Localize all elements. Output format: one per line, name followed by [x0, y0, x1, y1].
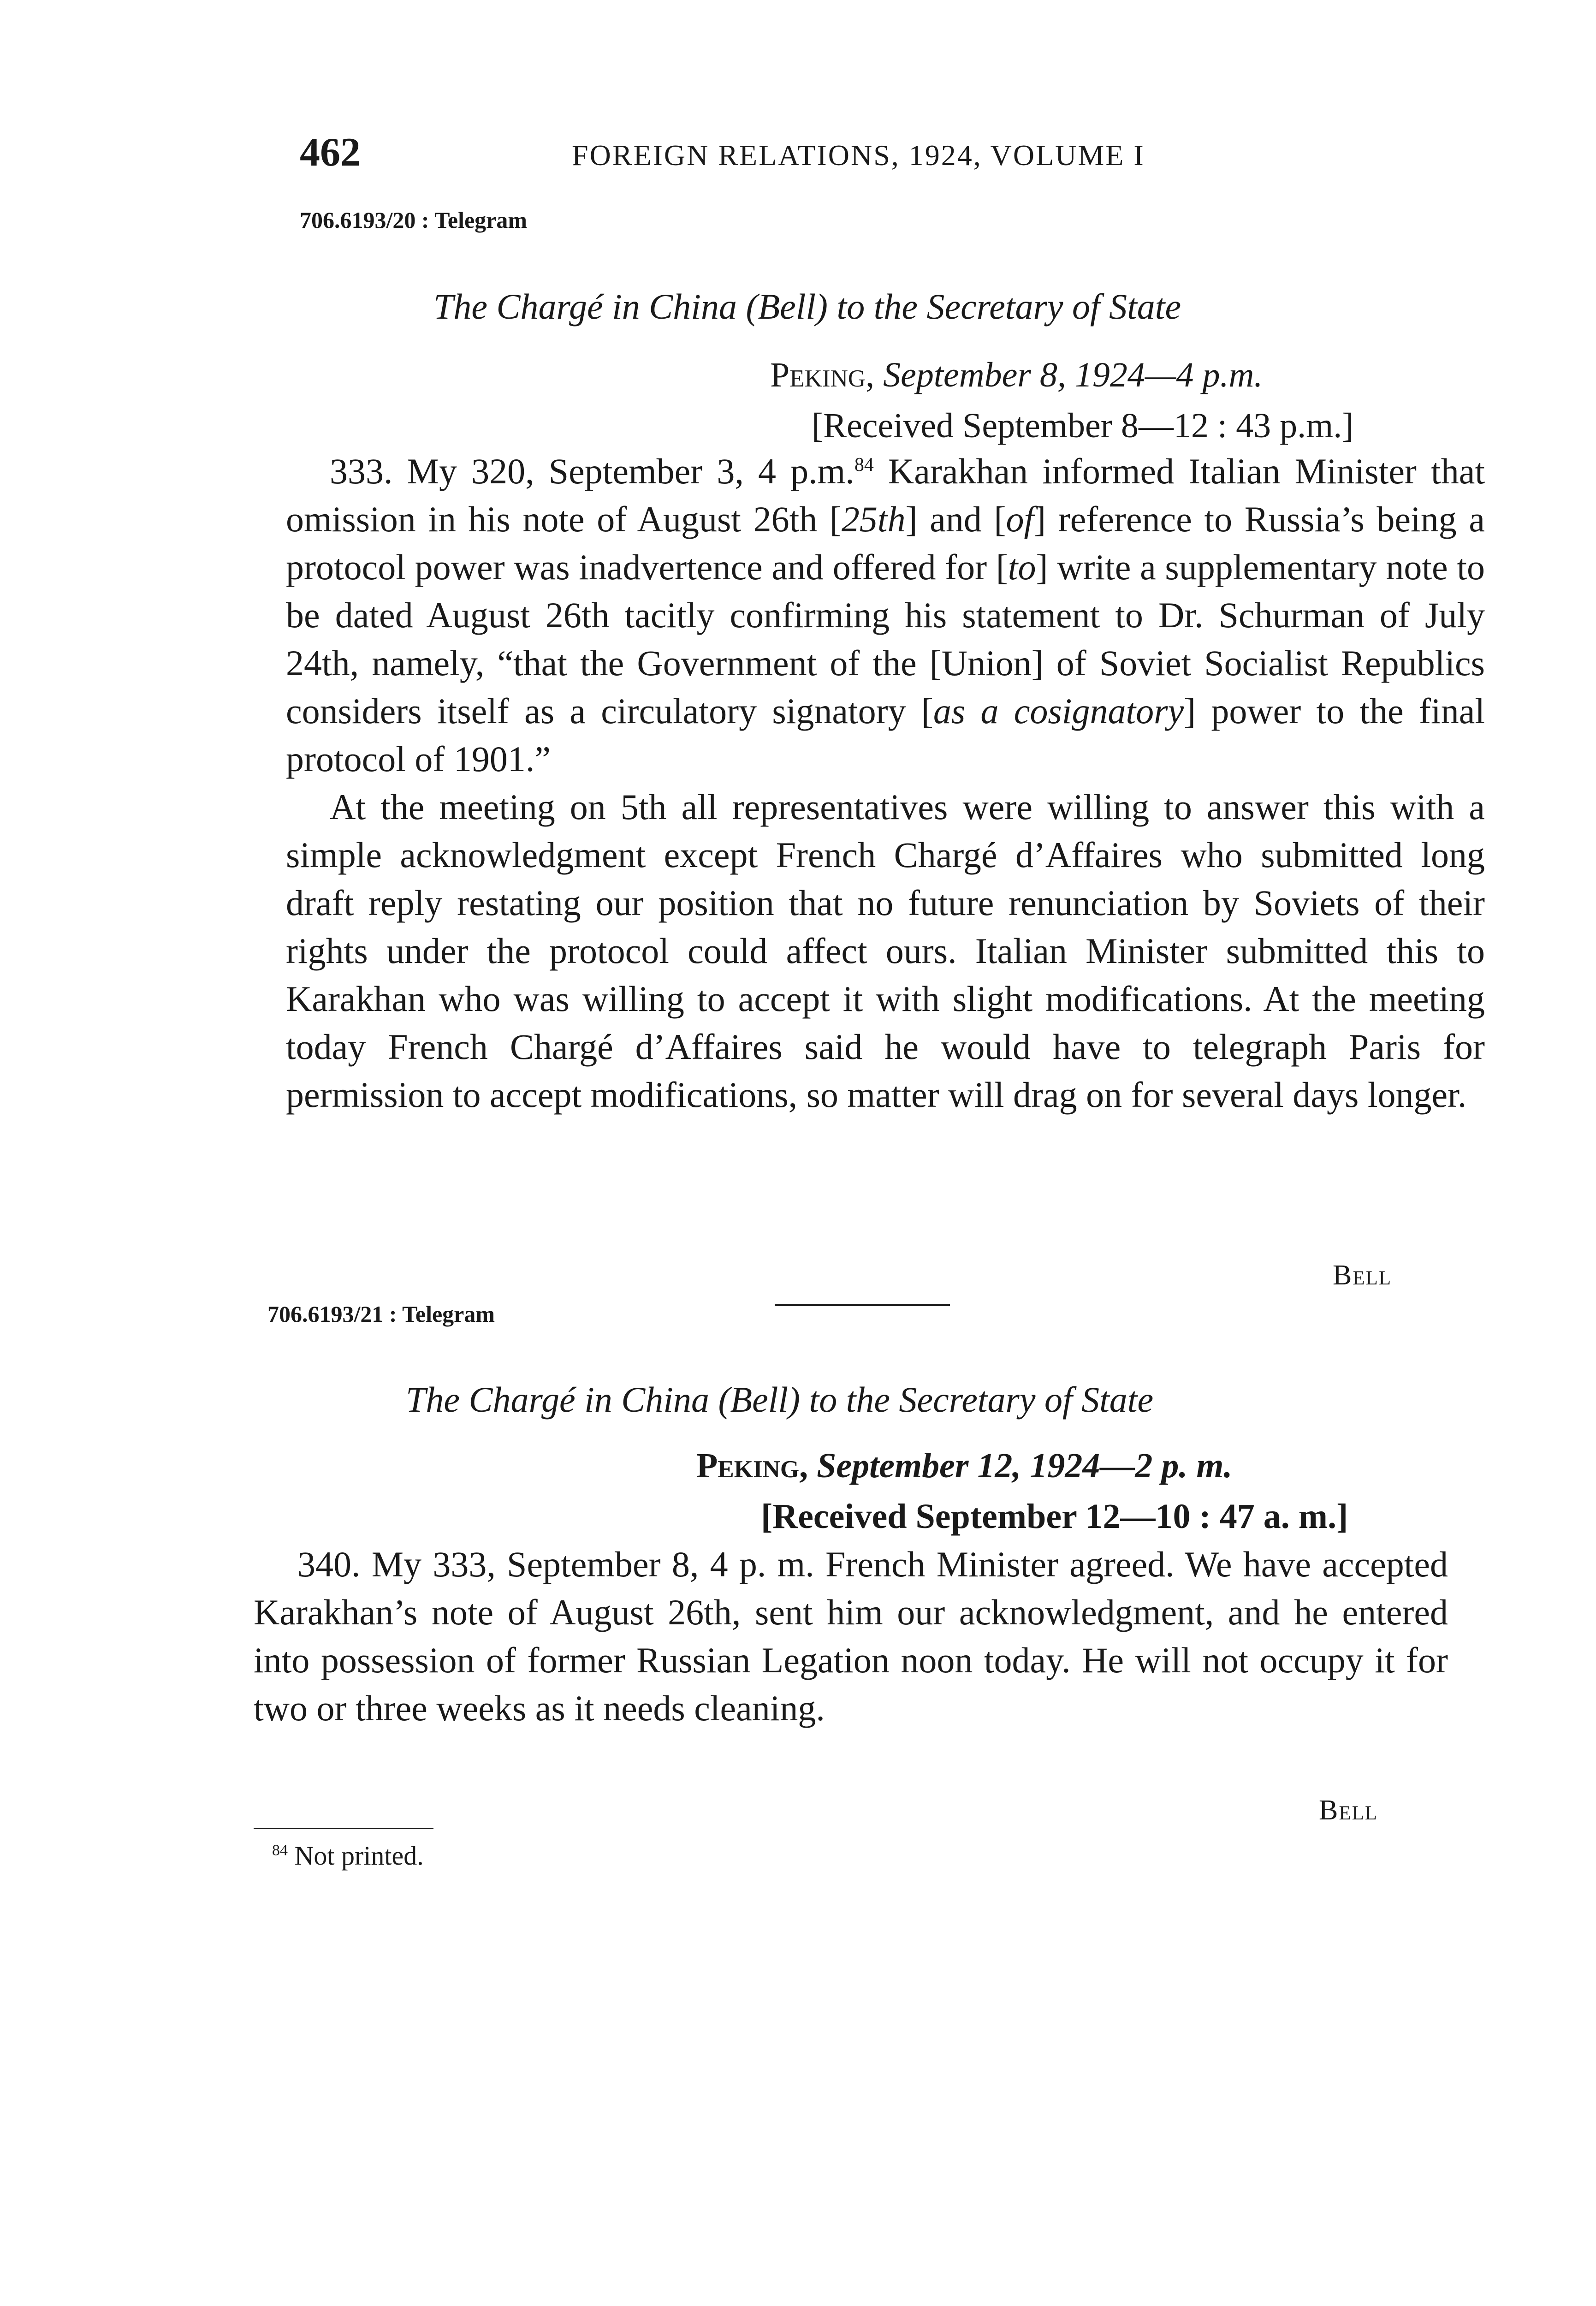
telegram-2-date: September 12, 1924—2 p. m. [817, 1446, 1233, 1485]
telegram-2-doc-id: 706.6193/21 : Telegram [267, 1301, 495, 1327]
running-head: FOREIGN RELATIONS, 1924, VOLUME I [572, 139, 1145, 172]
telegram-1-received: [Received September 8—12 : 43 p.m.] [812, 406, 1354, 445]
telegram-2-dateline [696, 1446, 1388, 1486]
telegram-1-place: Peking, [770, 356, 875, 394]
footnote-rule [254, 1828, 433, 1829]
telegram-2-received: [Received September 12—10 : 47 a. m.] [761, 1497, 1348, 1536]
footnote-marker: 84 [272, 1842, 288, 1859]
telegram-1-paragraph-2: At the meeting on 5th all representatives were willing to answer this with a simple acknowledgment except French Chargé d’Affaires who submitted long draft reply restating our position that no future renunciation by Soviets of their rights under the protocol could affect ours. Italian Minister submitted this to Karakhan who was willing to accept it with slight modifications. At the meeting today French Chargé d’Affaires said he would have to telegraph Paris for permission to accept modifications, so matter will drag on for several days longer. [286, 787, 1485, 1115]
footnote-84 [272, 1840, 424, 1871]
telegram-1-doc-id: 706.6193/20 : Telegram [300, 207, 528, 233]
section-divider [775, 1304, 950, 1306]
page-header [300, 129, 1291, 184]
telegram-1-signature: Bell [1333, 1260, 1392, 1291]
telegram-1-dateline [770, 355, 1379, 395]
telegram-1-date: September 8, 1924—4 p.m. [883, 356, 1263, 394]
telegram-2-body [254, 1540, 1448, 1732]
telegram-2-paragraph-1: 340. My 333, September 8, 4 p. m. French Minister agreed. We have accepted Karakhan’s note of August 26th, sent him our acknowledgment, and he entered into possession of former Russian Legation noon today. He will not occupy it for two or three weeks as it needs cleaning. [254, 1544, 1448, 1728]
telegram-1-body [286, 447, 1485, 1119]
telegram-1-title: The Chargé in China (Bell) to the Secretary of State [433, 286, 1181, 327]
telegram-2-place: Peking, [696, 1446, 808, 1485]
footnote-text: Not printed. [294, 1841, 424, 1871]
footnote-ref-84: 84 [854, 454, 874, 475]
telegram-1-paragraph-1: 333. My 320, September 3, 4 p.m.$^{84}$ Karakhan informed Italian Minister that omission in his note of August 26th [25th] and [of] reference to Russia’s being a protocol power was inadvertence and offered for [to] write a supplementary note to be dated August 26th tacitly confirming his statement to Dr. Schurman of July 24th, namely, “that the Government of the [Union] of Soviet Socialist Republics considers itself as a circulatory signatory [as a cosignatory] power to the final protocol of 1901.” [286, 451, 1485, 779]
telegram-2-title: The Chargé in China (Bell) to the Secretary of State [406, 1379, 1154, 1420]
telegram-2-signature: Bell [1319, 1795, 1378, 1826]
page-number: 462 [300, 130, 361, 175]
